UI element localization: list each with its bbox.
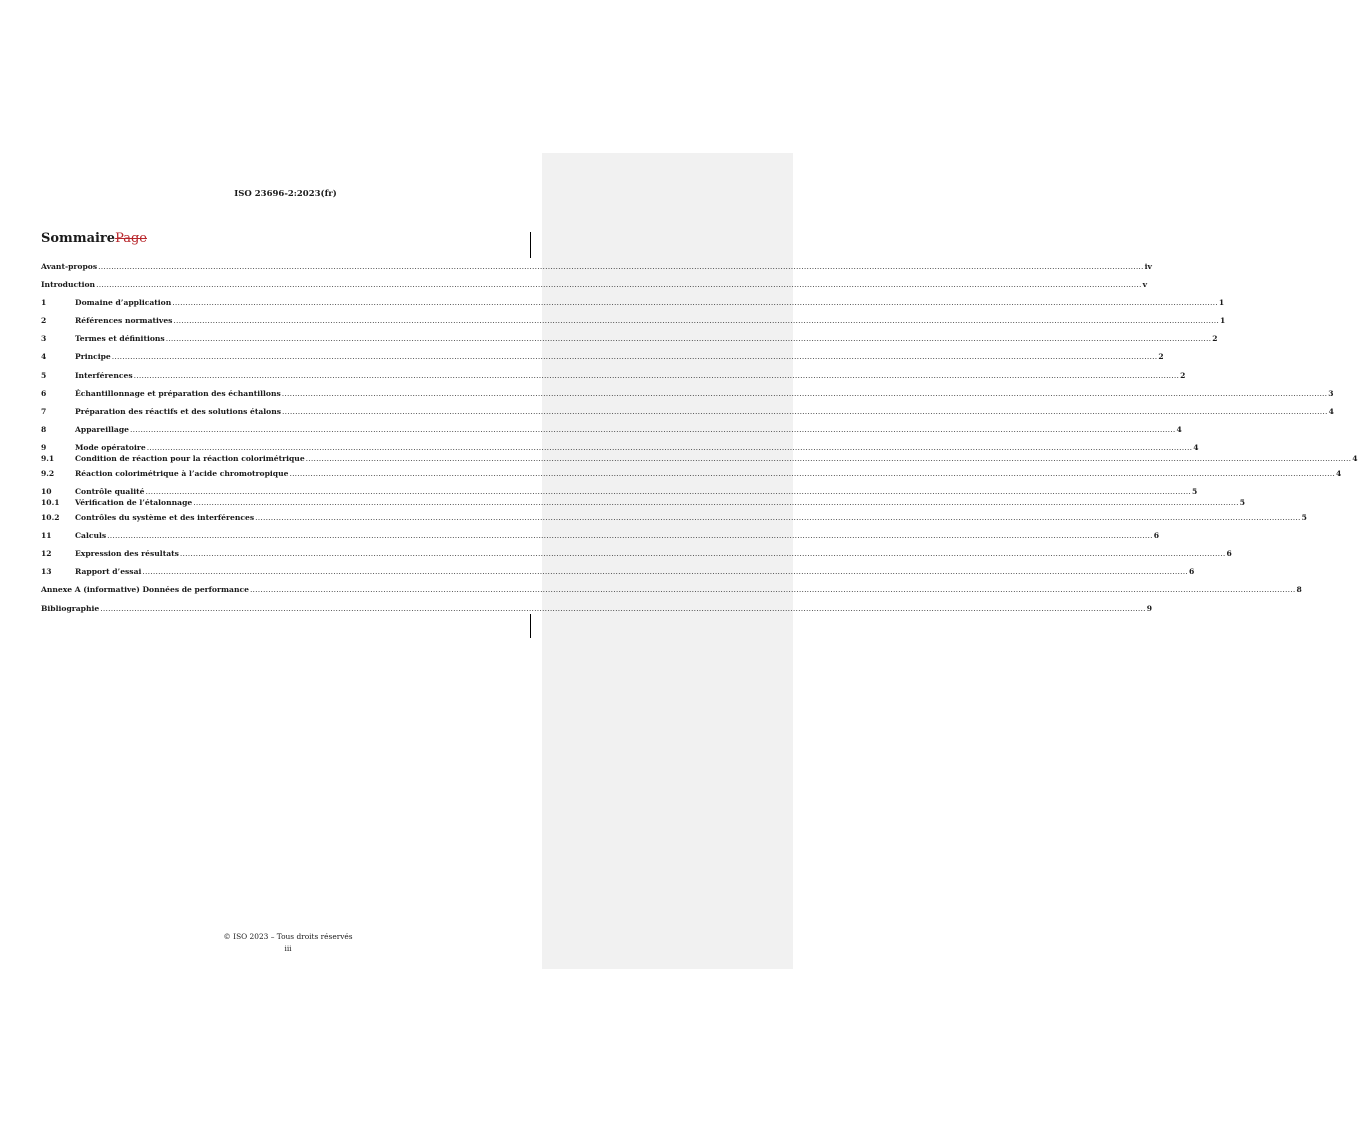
toc-entry[interactable] bbox=[41, 389, 1334, 399]
toc-entry-number: 11 bbox=[41, 531, 52, 540]
change-bar-top bbox=[530, 232, 531, 258]
toc-entry-label: Condition de réaction pour la réaction colorimétrique bbox=[75, 454, 305, 463]
toc-entry[interactable] bbox=[41, 262, 1152, 272]
toc-entry-label: Termes et définitions bbox=[75, 334, 165, 343]
toc-dot-leader: ................................................................................................................................................................................................................................................................................................................................................................................................................ bbox=[107, 531, 1153, 540]
toc-dot-leader: ................................................................................................................................................................................................................................................................................................................................................................................................................ bbox=[146, 443, 1193, 452]
toc-entry[interactable] bbox=[41, 454, 1358, 464]
toc-entry-number: 4 bbox=[41, 352, 47, 361]
toc-entry-page: v bbox=[1142, 280, 1148, 289]
toc-dot-leader: ................................................................................................................................................................................................................................................................................................................................................................................................................ bbox=[249, 585, 1296, 594]
toc-entry-number: 10.2 bbox=[41, 513, 60, 522]
toc-entry-label: Préparation des réactifs et des solutions étalons bbox=[75, 407, 282, 416]
toc-dot-leader: ................................................................................................................................................................................................................................................................................................................................................................................................................ bbox=[96, 280, 1142, 289]
toc-entry-label: Domaine d’application bbox=[75, 298, 172, 307]
toc-entry-page: 6 bbox=[1153, 531, 1159, 540]
toc-entry-label: Échantillonnage et préparation des échantillons bbox=[75, 389, 281, 398]
toc-dot-leader: ................................................................................................................................................................................................................................................................................................................................................................................................................ bbox=[111, 352, 1158, 361]
toc-entry[interactable] bbox=[41, 425, 1182, 435]
comment-pane bbox=[542, 153, 793, 969]
toc-dot-leader: ................................................................................................................................................................................................................................................................................................................................................................................................................ bbox=[281, 389, 1328, 398]
toc-entry-label: Avant-propos bbox=[41, 262, 98, 271]
toc-entry-page: 1 bbox=[1218, 298, 1225, 307]
toc-entry-number: 10 bbox=[41, 487, 52, 496]
toc-entry[interactable] bbox=[41, 567, 1195, 577]
toc-dot-leader: ................................................................................................................................................................................................................................................................................................................................................................................................................ bbox=[305, 454, 1352, 463]
toc-entry[interactable] bbox=[41, 334, 1218, 344]
toc-entry-page: 4 bbox=[1176, 425, 1182, 434]
toc-dot-leader: ................................................................................................................................................................................................................................................................................................................................................................................................................ bbox=[289, 469, 1335, 478]
toc-entry-page: 1 bbox=[1219, 316, 1226, 325]
toc-entry-label: Introduction bbox=[41, 280, 96, 289]
toc-entry[interactable] bbox=[41, 585, 1302, 595]
toc-entry-page: 4 bbox=[1352, 454, 1358, 463]
toc-entry[interactable] bbox=[41, 487, 1198, 497]
toc-entry-label: Expression des résultats bbox=[75, 549, 179, 558]
toc-entry-page: 6 bbox=[1188, 567, 1195, 576]
toc-entry[interactable] bbox=[41, 498, 1246, 508]
toc-dot-leader: ................................................................................................................................................................................................................................................................................................................................................................................................................ bbox=[179, 549, 1226, 558]
toc-entry[interactable] bbox=[41, 443, 1199, 453]
document-header: ISO 23696-2:2023(fr) bbox=[234, 189, 337, 199]
toc-entry-page: 8 bbox=[1296, 585, 1302, 594]
toc-entry-number: 7 bbox=[41, 407, 47, 416]
toc-entry-page: 9 bbox=[1146, 604, 1153, 613]
toc-entry-label: Références normatives bbox=[75, 316, 173, 325]
toc-entry[interactable] bbox=[41, 298, 1225, 308]
toc-dot-leader: ................................................................................................................................................................................................................................................................................................................................................................................................................ bbox=[98, 262, 1144, 271]
toc-entry[interactable] bbox=[41, 407, 1334, 417]
change-bar-bottom bbox=[530, 614, 531, 638]
toc-entry-label: Appareillage bbox=[75, 425, 129, 434]
toc-entry-label: Mode opératoire bbox=[75, 443, 146, 452]
toc-dot-leader: ................................................................................................................................................................................................................................................................................................................................................................................................................ bbox=[165, 334, 1212, 343]
footer-page-number: iii bbox=[284, 944, 292, 953]
toc-entry-page: 5 bbox=[1301, 513, 1307, 522]
toc-entry-label: Vérification de l’étalonnage bbox=[75, 498, 193, 507]
toc-entry[interactable] bbox=[41, 352, 1164, 362]
toc-title bbox=[41, 231, 147, 246]
deleted-text: Page bbox=[115, 231, 147, 246]
toc-entry-page: 2 bbox=[1158, 352, 1164, 361]
toc-entry[interactable] bbox=[41, 280, 1148, 290]
toc-entry-number: 8 bbox=[41, 425, 47, 434]
toc-entry-number: 13 bbox=[41, 567, 52, 576]
toc-entry-number: 12 bbox=[41, 549, 52, 558]
toc-dot-leader: ................................................................................................................................................................................................................................................................................................................................................................................................................ bbox=[100, 604, 1146, 613]
toc-entry-page: 4 bbox=[1193, 443, 1199, 452]
toc-entry-number: 1 bbox=[41, 298, 47, 307]
toc-entry-number: 2 bbox=[41, 316, 47, 325]
toc-entry-page: 6 bbox=[1226, 549, 1232, 558]
toc-entry-page: 5 bbox=[1239, 498, 1246, 507]
toc-title-text: Sommaire bbox=[41, 231, 116, 246]
toc-entry[interactable] bbox=[41, 513, 1307, 523]
toc-entry-label: Rapport d’essai bbox=[75, 567, 142, 576]
toc-entry-page: 4 bbox=[1336, 469, 1342, 478]
toc-entry-number: 9.1 bbox=[41, 454, 55, 463]
toc-dot-leader: ................................................................................................................................................................................................................................................................................................................................................................................................................ bbox=[172, 298, 1218, 307]
toc-dot-leader: ................................................................................................................................................................................................................................................................................................................................................................................................................ bbox=[282, 407, 1328, 416]
toc-entry-label: Réaction colorimétrique à l’acide chromotropique bbox=[75, 469, 289, 478]
toc-entry[interactable] bbox=[41, 371, 1186, 381]
toc-dot-leader: ................................................................................................................................................................................................................................................................................................................................................................................................................ bbox=[255, 513, 1301, 522]
toc-dot-leader: ................................................................................................................................................................................................................................................................................................................................................................................................................ bbox=[133, 371, 1180, 380]
toc-entry-number: 9.2 bbox=[41, 469, 55, 478]
toc-entry-label: Principe bbox=[75, 352, 111, 361]
toc-entry[interactable] bbox=[41, 469, 1342, 479]
toc-entry-label: Interférences bbox=[75, 371, 133, 380]
toc-entry-number: 3 bbox=[41, 334, 47, 343]
toc-entry-page: 4 bbox=[1328, 407, 1334, 416]
toc-entry[interactable] bbox=[41, 531, 1159, 541]
toc-entry-page: 5 bbox=[1191, 487, 1198, 496]
toc-entry-label: Contrôle qualité bbox=[75, 487, 145, 496]
toc-entry-page: 2 bbox=[1180, 371, 1186, 380]
toc-entry-number: 5 bbox=[41, 371, 47, 380]
toc-entry-page: iv bbox=[1144, 262, 1152, 271]
toc-entry-page: 3 bbox=[1328, 389, 1334, 398]
toc-entry-number: 9 bbox=[41, 443, 47, 452]
toc-dot-leader: ................................................................................................................................................................................................................................................................................................................................................................................................................ bbox=[142, 567, 1188, 576]
toc-dot-leader: ................................................................................................................................................................................................................................................................................................................................................................................................................ bbox=[173, 316, 1219, 325]
toc-dot-leader: ................................................................................................................................................................................................................................................................................................................................................................................................................ bbox=[129, 425, 1176, 434]
toc-entry-label: Bibliographie bbox=[41, 604, 100, 613]
toc-entry-number: 6 bbox=[41, 389, 47, 398]
toc-entry[interactable] bbox=[41, 316, 1226, 326]
toc-entry-label: Contrôles du système et des interférences bbox=[75, 513, 255, 522]
toc-entry[interactable] bbox=[41, 549, 1232, 559]
toc-entry-number: 10.1 bbox=[41, 498, 60, 507]
toc-entry-page: 2 bbox=[1212, 334, 1218, 343]
toc-entry-label: Annexe A (informative) Données de performance bbox=[41, 585, 249, 594]
toc-dot-leader: ................................................................................................................................................................................................................................................................................................................................................................................................................ bbox=[193, 498, 1239, 507]
toc-dot-leader: ................................................................................................................................................................................................................................................................................................................................................................................................................ bbox=[145, 487, 1191, 496]
footer-copyright: © ISO 2023 – Tous droits réservés bbox=[223, 932, 353, 941]
toc-entry[interactable] bbox=[41, 604, 1153, 614]
toc-entry-label: Calculs bbox=[75, 531, 107, 540]
